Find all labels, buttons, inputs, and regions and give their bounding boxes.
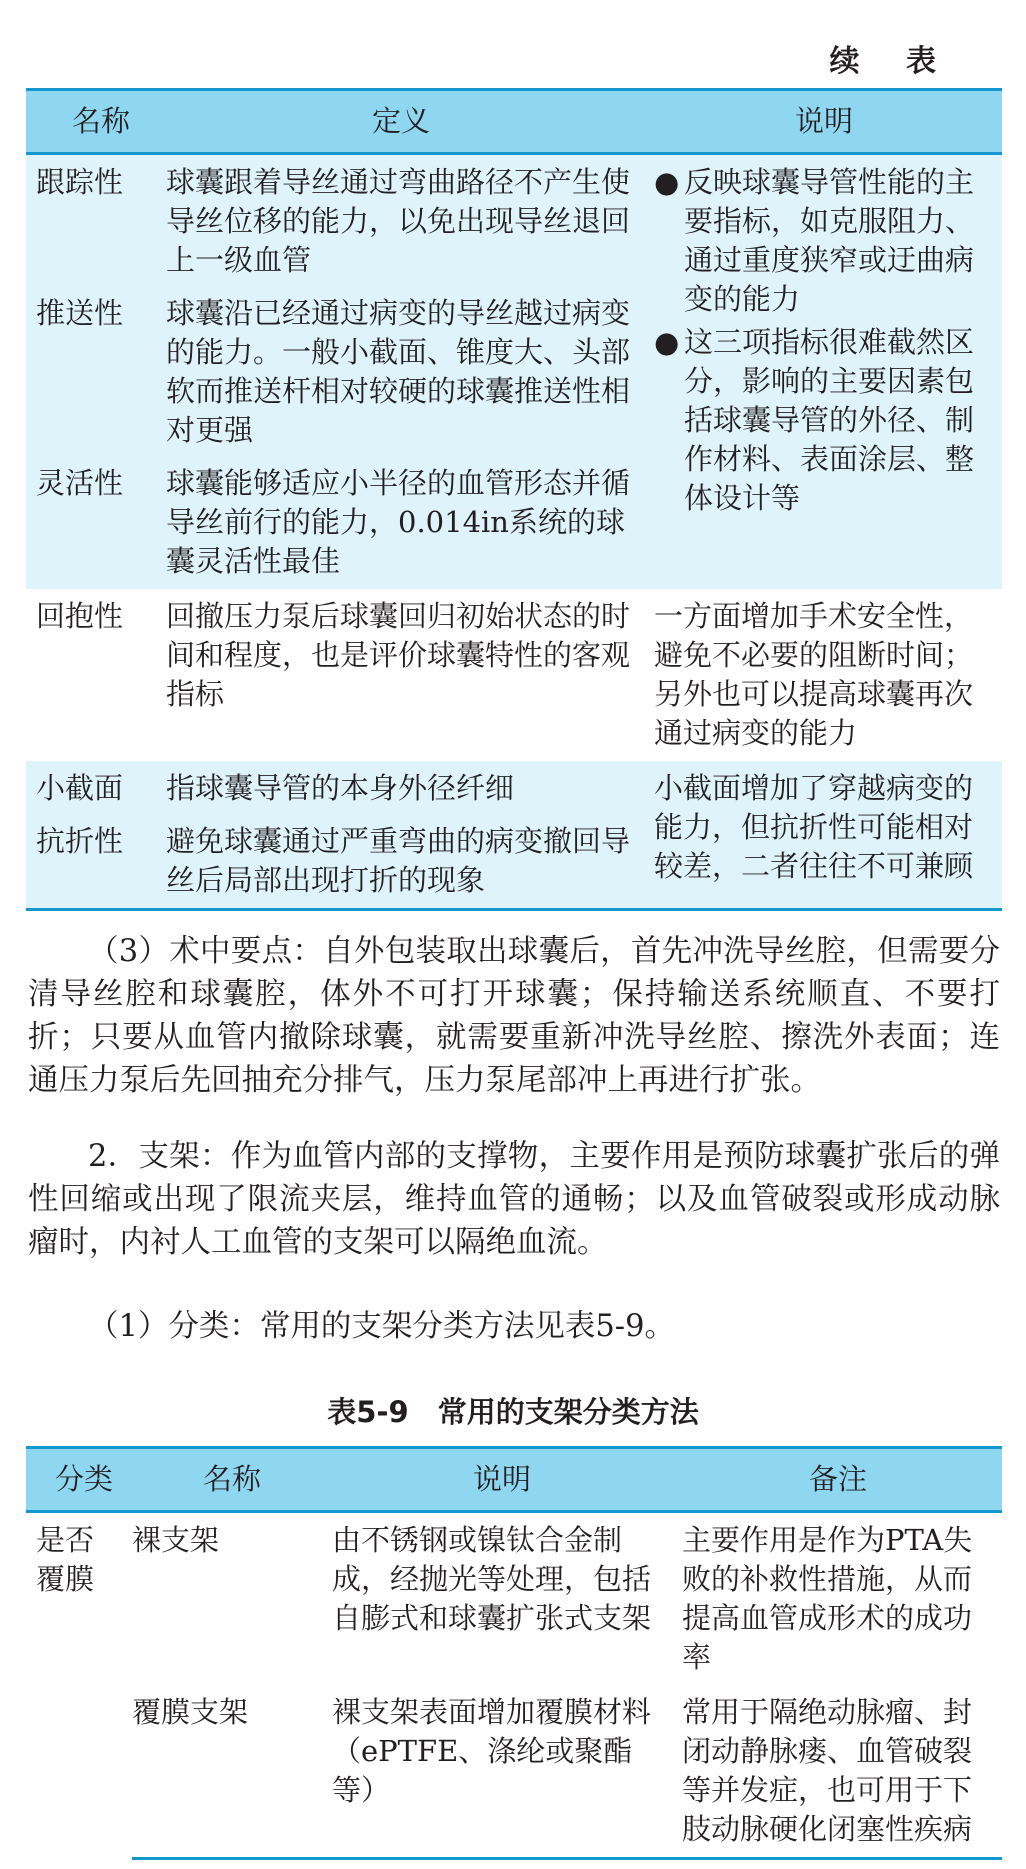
header-description: 说明	[332, 1448, 682, 1512]
header-category: 分类	[26, 1448, 132, 1512]
property-definition: 球囊跟着导丝通过弯曲路径不产生使导丝位移的能力，以免出现导丝退回上一级血管	[166, 165, 631, 277]
paragraph-intraop-points: （3）术中要点：自外包装取出球囊后，首先冲洗导丝腔，但需要分清导丝腔和球囊腔，体外不可打开球囊；保持输送系统顺直、不要打折；只要从血管内撤除球囊，就需要重新冲洗导丝腔、擦洗外表面；连通压力泵后先回抽充分排气，压力泵尾部冲上再进行扩张。	[28, 934, 1000, 1098]
stent-classification-table	[26, 1446, 1002, 1860]
continued-table-label: 续 表	[829, 44, 954, 79]
category-cell	[26, 1512, 132, 1859]
table-row	[26, 1512, 1002, 1686]
property-definition: 球囊能够适应小半径的血管形态并循导丝前行的能力，0.014in系统的球囊灵活性最佳	[166, 466, 631, 578]
header-remark: 备注	[682, 1448, 1002, 1512]
property-name: 回抱性	[36, 599, 124, 633]
bullet-item	[654, 163, 994, 319]
bullet-icon: ●	[654, 325, 680, 359]
property-definition: 指球囊导管的本身外径纤细	[166, 771, 515, 805]
balloon-properties-table	[26, 88, 1002, 911]
property-name: 推送性	[36, 296, 124, 330]
property-name: 小截面	[36, 771, 124, 805]
stent-description: 由不锈钢或镍钛合金制成，经抛光等处理，包括自膨式和球囊扩张式支架	[332, 1523, 652, 1635]
property-note: 一方面增加手术安全性，避免不必要的阻断时间；另外也可以提高球囊再次通过病变的能力	[654, 599, 974, 750]
group1-note	[646, 154, 1002, 590]
table-header-row	[26, 90, 1002, 154]
header-definition: 定义	[166, 90, 646, 154]
stent-name: 覆膜支架	[132, 1685, 332, 1859]
property-note: 小截面增加了穿越病变的能力，但抗折性可能相对较差，二者往往不可兼顾	[646, 761, 1002, 910]
table-row	[26, 1685, 1002, 1859]
category-label: 是否覆膜	[36, 1523, 95, 1596]
property-name: 跟踪性	[36, 165, 124, 199]
stent-description: 裸支架表面增加覆膜材料（ePTFE、涤纶或聚酯等）	[332, 1685, 682, 1859]
bullet-item	[654, 323, 994, 518]
group3-names	[26, 761, 166, 910]
property-name: 灵活性	[36, 466, 124, 500]
property-definition: 避免球囊通过严重弯曲的病变撤回导丝后局部出现打折的现象	[166, 824, 631, 897]
header-name: 名称	[26, 90, 166, 154]
table-header-row	[26, 1448, 1002, 1512]
table-row	[26, 154, 1002, 590]
bullet-text: 这三项指标很难截然区分，影响的主要因素包括球囊导管的外径、制作材料、表面涂层、整体设计等	[684, 325, 975, 515]
property-definition: 球囊沿已经通过病变的导丝越过病变的能力。一般小截面、锥度大、头部软而推送杆相对较硬的球囊推送性相对更强	[166, 296, 631, 447]
header-name: 名称	[132, 1448, 332, 1512]
bullet-icon: ●	[654, 165, 680, 199]
table-caption: 表5-9 常用的支架分类方法	[327, 1395, 699, 1429]
group1-definitions	[166, 154, 646, 590]
header-note: 说明	[646, 90, 1002, 154]
stent-remark: 主要作用是作为PTA失败的补救性措施，从而提高血管成形术的成功率	[682, 1523, 973, 1674]
table-row	[26, 761, 1002, 910]
group1-names	[26, 154, 166, 590]
table-row	[26, 589, 1002, 761]
group3-definitions	[166, 761, 646, 910]
property-name: 抗折性	[36, 824, 124, 858]
stent-remark: 常用于隔绝动脉瘤、封闭动静脉瘘、血管破裂等并发症，也可用于下肢动脉硬化闭塞性疾病	[682, 1685, 1002, 1859]
stent-name: 裸支架	[132, 1523, 220, 1557]
property-definition: 回撤压力泵后球囊回归初始状态的时间和程度，也是评价球囊特性的客观指标	[166, 599, 631, 711]
paragraph-stent: 2．支架：作为血管内部的支撑物，主要作用是预防球囊扩张后的弹性回缩或出现了限流夹层，维持血管的通畅；以及血管破裂或形成动脉瘤时，内衬人工血管的支架可以隔绝血流。	[28, 1139, 1000, 1260]
paragraph-classification: （1）分类：常用的支架分类方法见表5-9。	[88, 1309, 676, 1344]
bullet-text: 反映球囊导管性能的主要指标，如克服阻力、通过重度狭窄或迂曲病变的能力	[684, 165, 975, 316]
